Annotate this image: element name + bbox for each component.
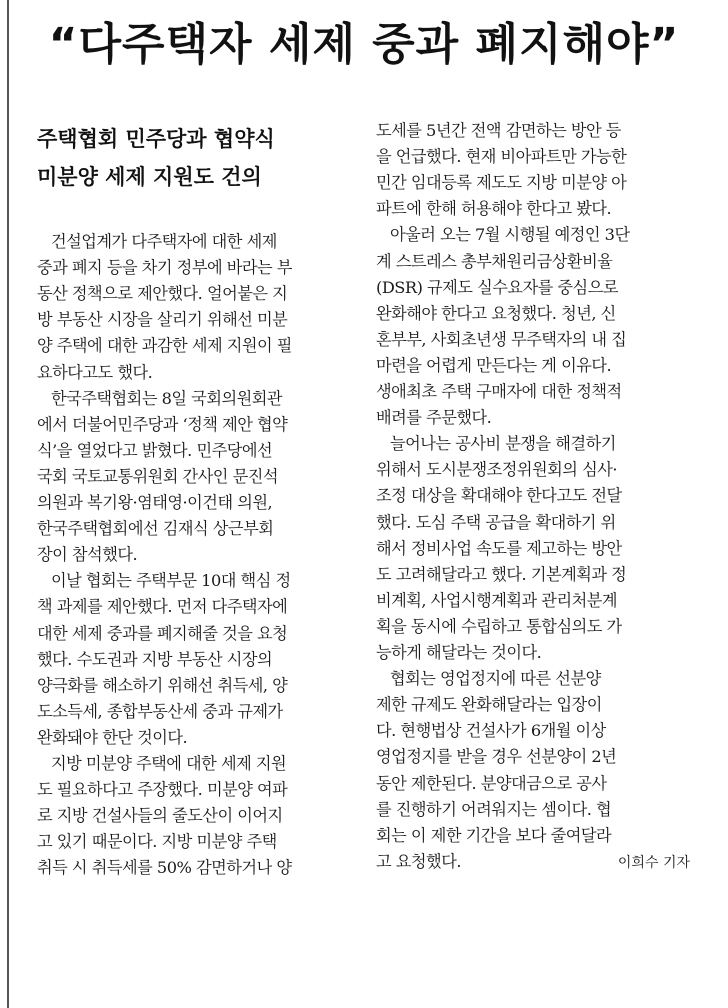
article-text-line: 대한 세제 중과를 폐지해줄 것을 요청 <box>37 623 288 643</box>
article-text-line: 늘어나는 공사비 분쟁을 해결하기 <box>390 434 616 454</box>
article-text-line: 완화해야 한다고 요청했다. 청년, 신 <box>376 303 616 323</box>
article-text-line: 고 요청했다. <box>376 851 461 871</box>
article-text-line: 다. 현행법상 건설사가 6개월 이상 <box>376 721 606 741</box>
article-text-line: 비계획, 사업시행계획과 관리처분계 <box>376 590 617 610</box>
article-text-line: 마련을 어렵게 만든다는 게 이유다. <box>376 355 612 375</box>
article-text-line: (DSR) 규제도 실수요자를 중심으로 <box>376 277 618 297</box>
article-text-line: 생애최초 주택 구매자에 대한 정책적 <box>376 382 622 401</box>
article-text-line: 요하다고도 했다. <box>37 362 153 382</box>
article-text-line: 획을 동시에 수립하고 통합심의도 가 <box>376 616 622 636</box>
page-border-rule <box>7 0 9 1008</box>
article-text-line: 제한 규제도 완화해달라는 입장이 <box>376 695 602 715</box>
subheadline-line: 주택협회 민주당과 협약식 <box>37 127 275 151</box>
article-text-line: 장이 참석했다. <box>37 545 138 565</box>
article-text-line: 아울러 오는 7월 시행될 예정인 3단 <box>390 225 630 245</box>
article-text-line: 도세를 5년간 전액 감면하는 방안 등 <box>376 121 621 140</box>
article-text-line: 회는 이 제한 기간을 보다 줄여달라 <box>376 825 612 845</box>
article-text-line: 했다. 수도권과 지방 부동산 시장의 <box>37 649 273 669</box>
article-text-line: 건설업계가 다주택자에 대한 세제 <box>51 232 277 251</box>
article-text-line: 방 부동산 시장을 살리기 위해선 미분 <box>37 310 288 330</box>
article-text-line: 고 있기 때문이다. 지방 미분양 주택 <box>37 832 277 852</box>
article-text-line: 민간 임대등록 제도도 지방 미분양 아 <box>376 173 627 193</box>
article-text-line: 했다. 도심 주택 공급을 확대하기 위 <box>376 512 616 532</box>
article-text-line: 도 필요하다고 주장했다. 미분양 여파 <box>37 780 288 800</box>
article-text-line: 양극화를 해소하기 위해선 취득세, 양 <box>37 675 288 695</box>
article-text-line: 을 언급했다. 현재 비아파트만 가능한 <box>376 147 627 167</box>
article-text-line: 영업정지를 받을 경우 선분양이 2년 <box>376 747 617 767</box>
article-text-line: 협회는 영업정지에 따른 선분양 <box>390 669 601 689</box>
article-text-line: 를 진행하기 어려워지는 셈이다. 협 <box>376 799 612 819</box>
article-text-line: 위해서 도시분쟁조정위원회의 심사· <box>376 460 617 480</box>
article-text-line: 파트에 한해 허용해야 한다고 봤다. <box>376 199 612 219</box>
article-text-line: 동산 정책으로 제안했다. 얼어붙은 지 <box>37 284 288 304</box>
subheadline-line: 미분양 세제 지원도 건의 <box>37 165 262 189</box>
article-text-line: 이날 협회는 주택부문 10대 핵심 정 <box>51 571 291 591</box>
article-text-line: 능하게 해달라는 것이다. <box>376 643 542 662</box>
article-text-line: 의원과 복기왕·염태영·이건태 의원, <box>37 493 273 512</box>
article-text-line: 해서 정비사업 속도를 제고하는 방안 <box>376 538 622 558</box>
article-text-line: 취득 시 취득세를 50% 감면하거나 양 <box>37 858 292 878</box>
article-text-line: 로 지방 건설사들의 줄도산이 이어지 <box>37 806 283 826</box>
article-text-line: 한국주택협회에선 김재식 상근부회 <box>37 519 274 539</box>
article-text-line: 에서 더불어민주당과 ‘정책 제안 협약 <box>37 414 288 434</box>
article-text-line: 한국주택협회는 8일 국회의원회관 <box>51 388 283 408</box>
article-text-line: 동안 제한된다. 분양대금으로 공사 <box>376 773 607 793</box>
article-text-line: 완화돼야 한단 것이다. <box>37 727 188 747</box>
article-text-line: 책 과제를 제안했다. 먼저 다주택자에 <box>37 597 288 617</box>
article-text-line: 식’을 열었다고 밝혔다. 민주당에선 <box>37 440 273 460</box>
article-text-line: 조정 대상을 확대해야 한다고도 전달 <box>376 486 622 506</box>
article-text-line: 도소득세, 종합부동산세 중과 규제가 <box>37 701 283 721</box>
article-text-line: 지방 미분양 주택에 대한 세제 지원 <box>51 754 287 773</box>
subheadline <box>37 120 351 196</box>
article-text-line: 양 주택에 대한 과감한 세제 지원이 필 <box>37 336 292 356</box>
article-text-line: 혼부부, 사회초년생 무주택자의 내 집 <box>376 329 627 349</box>
article-text-line: 배려를 주문했다. <box>376 408 492 428</box>
headline: “다주택자 세제 중과 폐지해야” <box>48 19 680 70</box>
article-text-line: 중과 폐지 등을 차기 정부에 바라는 부 <box>37 258 292 278</box>
article-text-line: 계 스트레스 총부채원리금상환비율 <box>376 251 613 271</box>
reporter-byline: 이희수 기자 <box>617 854 690 871</box>
article-text-line: 국회 국토교통위원회 간사인 문진석 <box>37 466 278 486</box>
article-text-line: 도 고려해달라고 했다. 기본계획과 정 <box>376 564 627 584</box>
